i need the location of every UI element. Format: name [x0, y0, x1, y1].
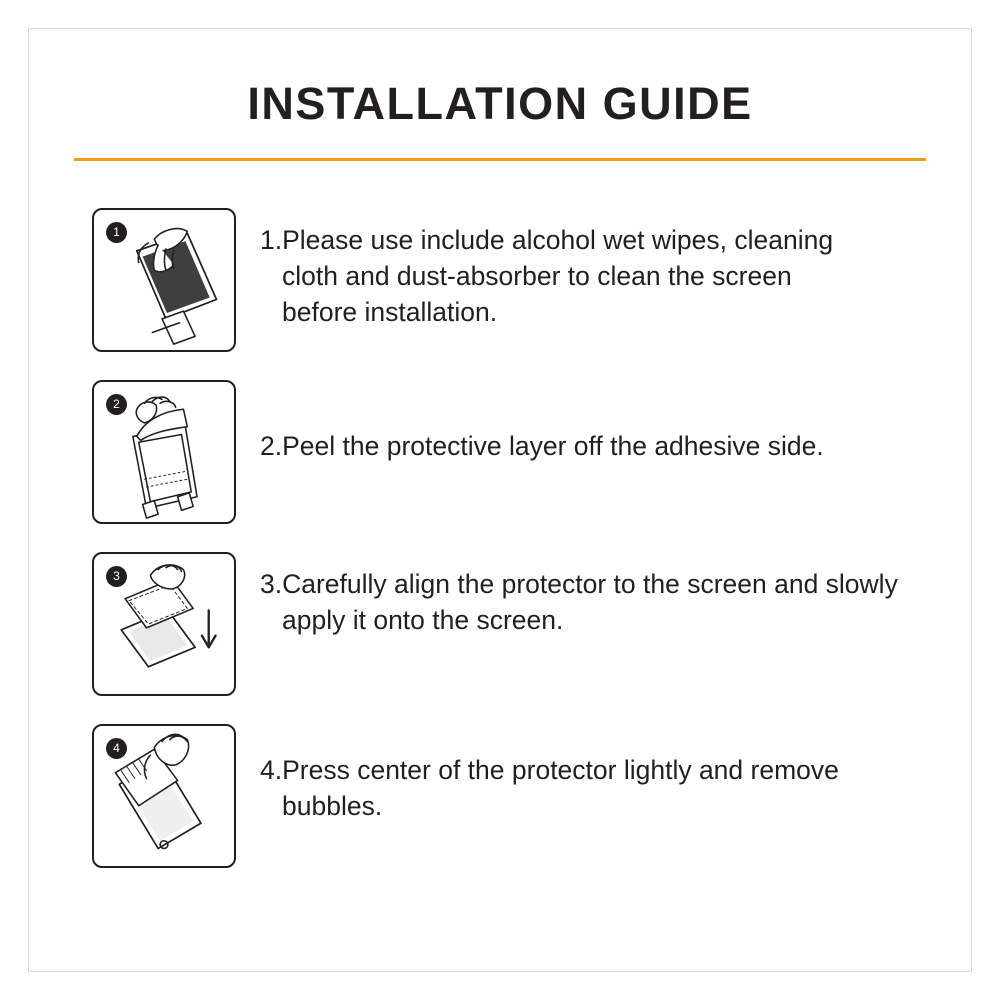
step-2-line-1: Peel the protective layer off the adhesive side.: [282, 431, 824, 461]
step-4-badge: 4: [106, 738, 127, 759]
step-2-illustration: [92, 380, 236, 524]
step-4-number: 4.: [260, 755, 283, 785]
step-1-line-2: cloth and dust-absorber to clean the screen: [282, 261, 792, 291]
step-4-text: [236, 724, 932, 824]
steps-list: [92, 208, 932, 896]
list-item: [92, 208, 932, 352]
step-3-badge: 3: [106, 566, 127, 587]
step-4-line-2: bubbles.: [282, 791, 383, 821]
step-3-number: 3.: [260, 569, 283, 599]
step-2-number: 2.: [260, 431, 283, 461]
step-1-number: 1.: [260, 225, 283, 255]
step-1-illustration: [92, 208, 236, 352]
title-underline: [74, 158, 926, 161]
step-1-badge: 1: [106, 222, 127, 243]
step-2-badge: 2: [106, 394, 127, 415]
list-item: [92, 380, 932, 524]
step-1-line-1: Please use include alcohol wet wipes, cleaning: [282, 225, 834, 255]
step-2-text: [236, 380, 932, 464]
step-1-line-3: before installation.: [282, 297, 498, 327]
step-4-line-1: Press center of the protector lightly and remove: [282, 755, 839, 785]
page-title: INSTALLATION GUIDE: [247, 78, 753, 129]
step-3-text: [236, 552, 932, 638]
step-3-line-1: Carefully align the protector to the screen and slowly: [282, 569, 898, 599]
step-3-illustration: [92, 552, 236, 696]
list-item: [92, 552, 932, 696]
list-item: [92, 724, 932, 868]
step-1-text: [236, 208, 932, 330]
step-4-illustration: [92, 724, 236, 868]
step-3-line-2: apply it onto the screen.: [282, 605, 564, 635]
